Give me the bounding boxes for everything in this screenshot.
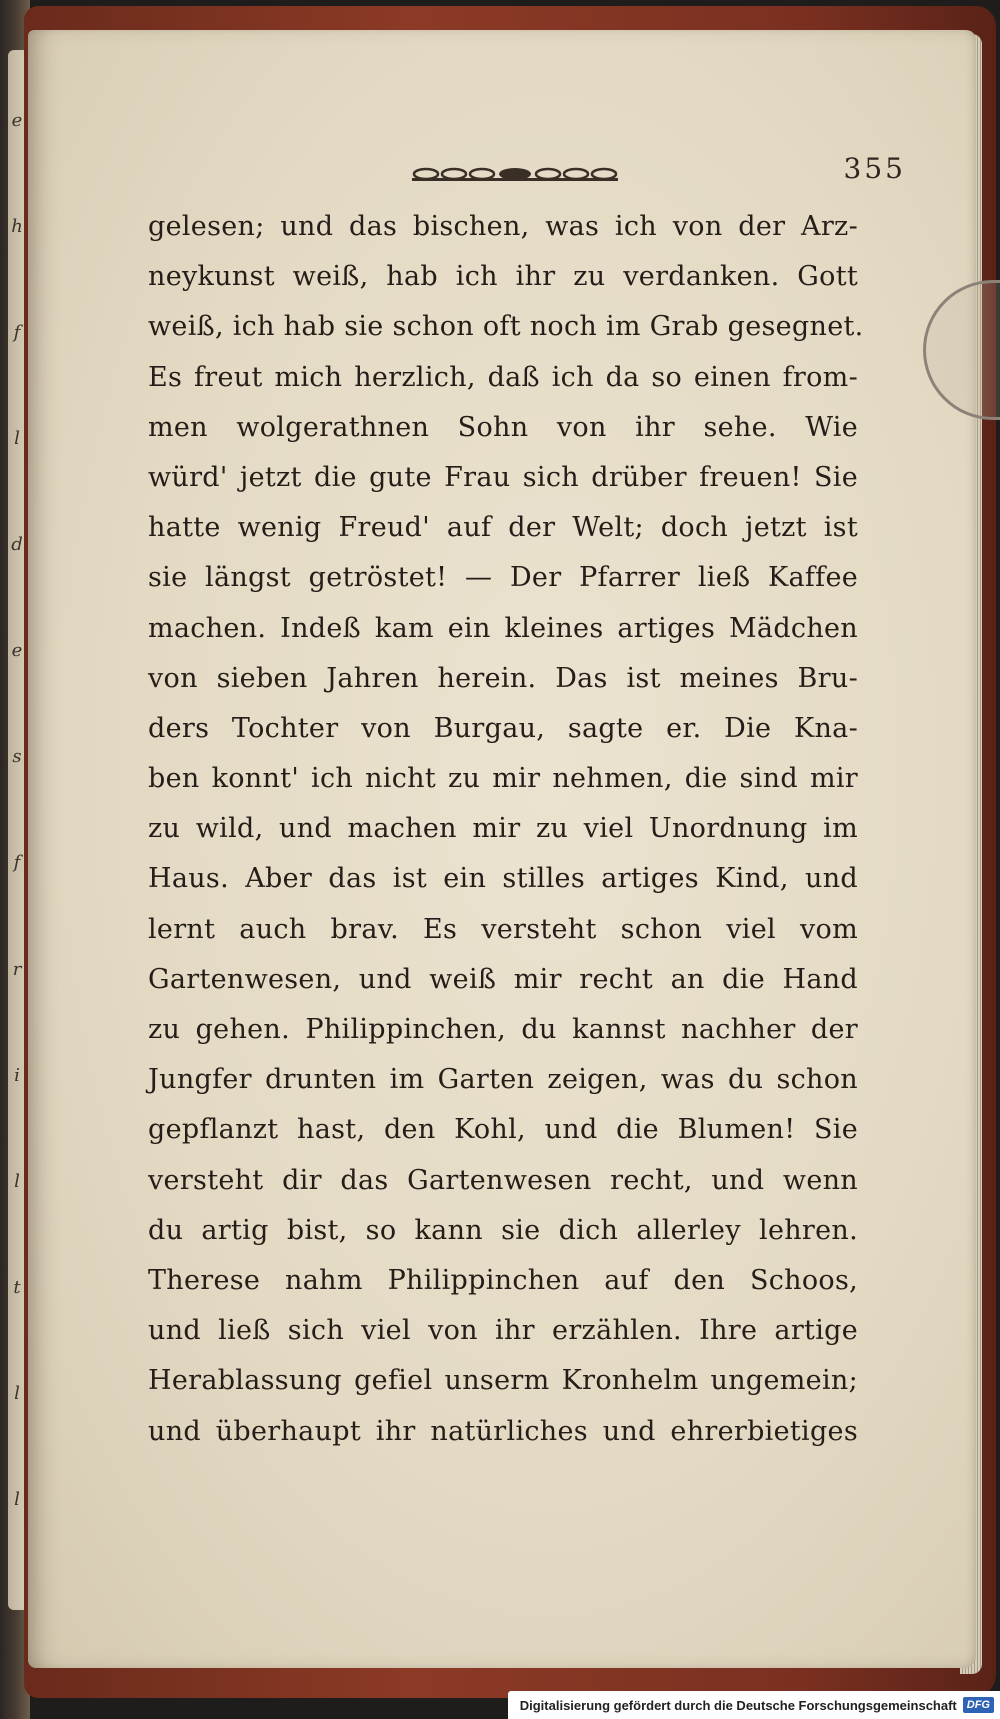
text-line: weiß, ich hab sie schon oft noch im Grab gesegnet. [148,311,864,343]
running-head [140,132,910,192]
left-page-fragment: h [11,216,23,238]
text-line: von sieben Jahren herein. Das ist meines Bru- [148,662,858,694]
left-page-fragment: s [12,746,22,768]
page-number: 355 [843,152,906,185]
text-line: Gartenwesen, und weiß mir recht an die Hand [148,963,858,995]
dfg-logo-icon: DFG [963,1697,994,1713]
left-page-fragment: d [11,534,23,556]
left-page-fragment: l [14,1488,20,1510]
left-page-fragment: e [11,110,23,131]
text-line: lernt auch brav. Es versteht schon viel vom [148,913,858,945]
text-line: und ließ sich viel von ihr erzählen. Ihre artige [148,1315,858,1347]
left-page-fragment: i [14,1064,20,1086]
text-line: du artig bist, so kann sie dich allerley lehren. [148,1214,858,1246]
left-page-fragment: f [13,852,21,874]
text-line: ben konnt' ich nicht zu mir nehmen, die sind mir [148,763,858,795]
body-text [148,202,864,1457]
text-line: men wolgerathnen Sohn von ihr sehe. Wie [148,411,858,443]
text-line: gepflanzt hast, den Kohl, und die Blumen! Sie [148,1114,858,1146]
text-line: versteht dir das Gartenwesen recht, und wenn [148,1164,858,1196]
footer-credit [508,1691,1000,1719]
footer-credit-text: Digitalisierung gefördert durch die Deutsche Forschungsgemeinschaft [519,1697,957,1713]
text-line: Haus. Aber das ist ein stilles artiges Kind, und [148,863,858,895]
text-line: ders Tochter von Burgau, sagte er. Die Kna- [148,712,858,744]
text-line: und überhaupt ihr natürliches und ehrerbietiges [148,1415,858,1447]
text-line: Therese nahm Philippinchen auf den Schoos, [148,1264,858,1296]
left-page-fragment: t [13,1276,21,1298]
head-ornament-icon [412,166,618,184]
left-page-fragment: l [14,1170,20,1192]
text-line: machen. Indeß kam ein kleines artiges Mädchen [148,612,858,644]
left-page-fragment: l [14,428,20,450]
left-page-fragment: l [14,1382,20,1404]
left-page-fragment: r [12,958,22,980]
text-line: neykunst weiß, hab ich ihr zu verdanken. Gott [148,261,858,293]
text-line: würd' jetzt die gute Frau sich drüber freuen! Sie [148,461,858,493]
text-line: Es freut mich herzlich, daß ich da so einen from- [148,361,858,393]
text-line: gelesen; und das bischen, was ich von der Arz- [148,211,858,242]
left-page-fragment: f [13,322,21,344]
left-page-fragment: e [11,640,23,662]
text-line: sie längst getröstet! — Der Pfarrer ließ Kaffee [148,562,858,594]
book-page [28,30,976,1668]
text-line: hatte wenig Freud' auf der Welt; doch jetzt ist [148,512,858,544]
text-line: zu wild, und machen mir zu viel Unordnung im [148,813,858,845]
page-clip [923,280,1000,420]
text-line: zu gehen. Philippinchen, du kannst nachher der [148,1014,858,1045]
text-line: Jungfer drunten im Garten zeigen, was du schon [148,1064,858,1096]
text-line: Herablassung gefiel unserm Kronhelm ungemein; [148,1365,858,1397]
